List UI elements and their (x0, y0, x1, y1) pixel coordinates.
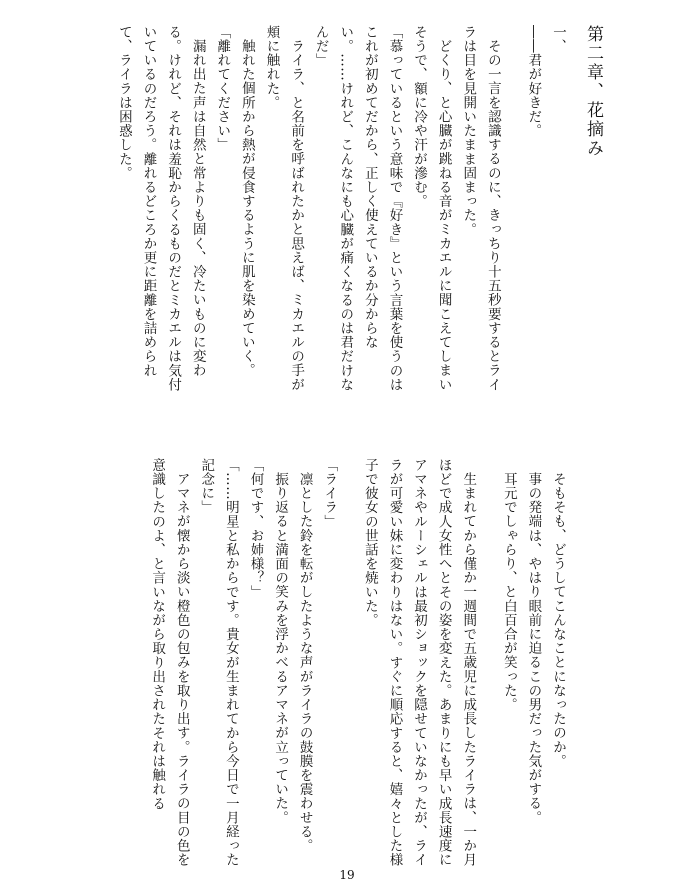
opening-line: ――君が好きだ。 (525, 25, 542, 138)
dialogue: 「……明星と私からです。貴女が生まれてから今日で一月経った記念に」 (198, 458, 239, 867)
section-number: 一、 (550, 25, 566, 54)
paragraph: 事の発端は、やはり眼前に迫るこの男だった気がする。 (525, 471, 542, 824)
paragraph-gap (341, 458, 357, 868)
upper-text-block (92, 25, 612, 405)
paragraph: ライラ、と名前を呼ばれたかと思えば、ミカエルの手が頬に触れた。 (263, 25, 305, 391)
paragraph: どくり、と心臓が跳ねる音がミカエルに聞こえてしまいそうで、額に冷や汗が滲む。 (411, 25, 452, 391)
dialogue: 「慕っているという意味で『好き』という言葉を使うのはこれが初めてだから、正しく使えているか分からない。……けれど、こんなにも心臓が痛くなるのは君だけなんだ」 (312, 25, 403, 392)
paragraph-gap (480, 458, 496, 868)
dialogue: 「ライラ」 (321, 458, 338, 529)
paragraph: 漏れ出た声は自然と常よりも固く、冷たいものに変わる。けれど、それは羞恥からくるものだとミカエルは気付いているのだろう。離れるどころか更に距離を詰められて、ライラは困惑した。 (115, 25, 206, 392)
dialogue: 「何です、お姉様？」 (247, 458, 264, 599)
paragraph: 耳元でしゃらり、と白百合が笑った。 (500, 471, 517, 712)
paragraph: 凛とした鈴を転がしたような声がライラの鼓膜を震わせる。 (296, 471, 313, 853)
paragraph: そもそも、どうしてこんなことになったのか。 (550, 471, 566, 768)
paragraph: 振り返ると満面の笑みを浮かべるアマネが立っていた。 (272, 471, 289, 824)
paragraph-gap (505, 25, 521, 405)
paragraph: 生まれてから僅か一週間で五歳児に成長したライラは、一か月ほどで成人女性へとその姿を変えた。あまりにも早い成長速度にアマネやルーシェルは最初ショックを隠せていなかったが、ライラが可愛い妹に変わりはない。すぐに順応すると、嬉々とした様子で彼女の世話を焼いた。 (361, 458, 477, 867)
paragraph: アマネが懐から淡い橙色の包みを取り出す。ライラの目の色を意識したのよ、と言いながら取り出されたそれは触れる (149, 458, 190, 867)
dialogue: 「離れてください」 (214, 25, 231, 152)
paragraph: 触れた個所から熱が侵食するように肌を染めていく。 (238, 38, 255, 377)
page-number: 19 (339, 868, 355, 882)
lower-text-block (92, 458, 570, 868)
chapter-title: 第二章、花摘み (583, 25, 603, 158)
paragraph: その一言を認識するのに、きっちり十五秒要するとライラは目を見開いたまま固まった。 (460, 25, 501, 391)
